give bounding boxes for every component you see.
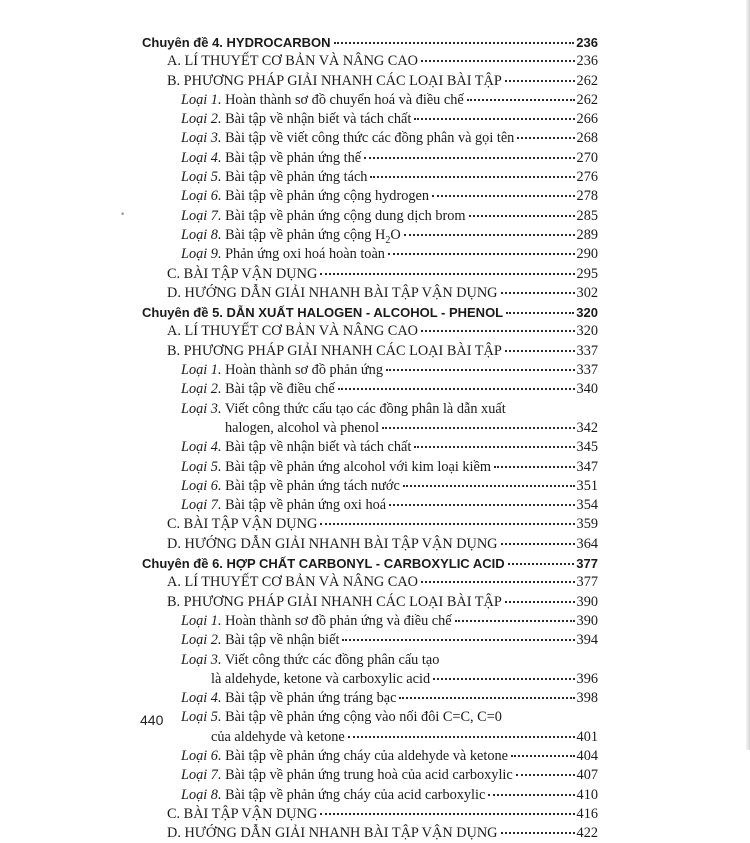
type-text: Bài tập về phản ứng alcohol với kim loại kiềm: [225, 458, 491, 475]
type-label: [181, 110, 413, 129]
type-number: Loại 3.: [181, 651, 222, 668]
section-label: [167, 322, 420, 341]
section-label-text: B. PHƯƠNG PHÁP GIẢI NHANH CÁC LOẠI BÀI TẬP: [167, 593, 502, 610]
type-text: Bài tập về điều chế: [225, 381, 335, 398]
section-page-number: 262: [576, 72, 598, 89]
type-page-number: 390: [576, 612, 598, 629]
toc-type-entry[interactable]: [137, 631, 598, 650]
dot-leader: [511, 745, 575, 757]
dot-leader: [348, 726, 575, 738]
type-text: Bài tập về viết công thức các đồng phân và gọi tên: [225, 130, 515, 147]
dot-leader: [432, 185, 575, 197]
type-label: [181, 631, 341, 650]
dot-leader: [342, 629, 574, 641]
section-label-text: D. HƯỚNG DẪN GIẢI NHANH BÀI TẬP VẬN DỤNG: [167, 284, 498, 301]
type-text: Bài tập về phản ứng thế: [225, 149, 362, 166]
dot-leader: [501, 822, 575, 834]
type-page-number: 266: [576, 111, 598, 128]
type-number: Loại 1.: [181, 91, 222, 108]
dot-leader: [421, 571, 575, 583]
type-number: Loại 7.: [181, 497, 222, 514]
type-text: Phản ứng oxi hoá hoàn toàn: [225, 246, 385, 263]
subscript: 2: [385, 234, 391, 246]
dot-leader: [505, 70, 575, 82]
type-number: Loại 7.: [181, 207, 222, 224]
type-page-number: 270: [576, 149, 598, 166]
type-text: Bài tập về nhận biết và tách chất: [225, 111, 412, 128]
section-label: [167, 284, 500, 303]
type-text: Bài tập về phản ứng cộng H: [225, 226, 386, 243]
type-page-number: 351: [576, 477, 598, 494]
type-label: [181, 168, 369, 187]
type-text: Viết công thức các đồng phân cấu tạo: [224, 651, 440, 668]
dot-leader: [421, 320, 575, 332]
section-label: [167, 515, 319, 534]
section-label-text: B. PHƯƠNG PHÁP GIẢI NHANH CÁC LOẠI BÀI TẬP: [167, 342, 502, 359]
dot-leader: [320, 513, 574, 525]
type-text: Viết công thức cấu tạo các đồng phân là dẫn xuất: [224, 400, 506, 417]
chapter-title-text: Chuyên đề 4. HYDROCARBON: [142, 35, 331, 50]
section-page-number: 320: [576, 323, 598, 340]
dot-leader: [320, 263, 574, 275]
type-label: [181, 380, 337, 399]
type-number: Loại 5.: [181, 169, 222, 186]
section-label-text: C. BÀI TẬP VẬN DỤNG: [167, 805, 318, 822]
type-page-number: 290: [576, 246, 598, 263]
type-page-number: 396: [576, 670, 598, 687]
type-text: Bài tập về phản ứng trung hoà của acid carboxylic: [225, 767, 513, 784]
type-continuation-text: của aldehyde và ketone: [211, 728, 345, 745]
section-label-text: B. PHƯƠNG PHÁP GIẢI NHANH CÁC LOẠI BÀI TẬP: [167, 72, 502, 89]
type-text: Bài tập về phản ứng oxi hoá: [225, 497, 387, 514]
type-number: Loại 6.: [181, 477, 222, 494]
section-label: [167, 535, 500, 554]
dot-leader: [414, 108, 574, 120]
type-label: [181, 477, 402, 496]
dot-leader: [501, 282, 575, 294]
type-number: Loại 9.: [181, 246, 222, 263]
type-page-number: 340: [576, 381, 598, 398]
type-page-number: 410: [576, 786, 598, 803]
section-label: [167, 573, 420, 592]
section-page-number: 359: [576, 516, 598, 533]
dot-leader: [421, 50, 575, 62]
type-text: Hoàn thành sơ đồ phản ứng và điều chế: [225, 612, 452, 629]
type-page-number: 404: [576, 747, 598, 764]
type-continuation-label: [211, 728, 347, 747]
type-continuation-text: halogen, alcohol và phenol: [225, 419, 380, 436]
type-page-number: 278: [576, 188, 598, 205]
type-number: Loại 3.: [181, 400, 222, 417]
type-number: Loại 7.: [181, 767, 222, 784]
chapter-page-number: 320: [576, 305, 598, 321]
dot-leader: [404, 224, 575, 236]
type-number: Loại 1.: [181, 612, 222, 629]
toc-section-entry[interactable]: [137, 535, 598, 554]
toc-type-entry[interactable]: [137, 689, 598, 708]
type-page-number: 285: [576, 207, 598, 224]
dot-leader: [501, 533, 575, 545]
type-page-number: 262: [576, 91, 598, 108]
page-edge-shadow: [746, 0, 750, 750]
type-number: Loại 4.: [181, 439, 222, 456]
type-page-number: 276: [576, 169, 598, 186]
section-label-text: A. LÍ THUYẾT CƠ BẢN VÀ NÂNG CAO: [167, 574, 418, 591]
toc-section-entry[interactable]: [137, 824, 598, 843]
chapter-title: [142, 33, 333, 52]
chapter-title-text: Chuyên đề 5. DẪN XUẤT HALOGEN - ALCOHOL - PHENOL: [142, 305, 504, 321]
type-number: Loại 4.: [181, 149, 222, 166]
type-text: Hoàn thành sơ đồ chuyển hoá và điều chế: [225, 91, 464, 108]
section-page-number: 422: [576, 825, 598, 842]
dot-leader: [508, 553, 575, 565]
dot-leader: [506, 302, 574, 314]
type-text: Bài tập về phản ứng tách nước: [225, 477, 400, 494]
type-number: Loại 6.: [181, 188, 222, 205]
section-label: [167, 265, 319, 284]
section-page-number: 377: [576, 574, 598, 591]
type-page-number: 337: [576, 362, 598, 379]
type-page-number: 268: [576, 130, 598, 147]
type-text: Hoàn thành sơ đồ phản ứng: [225, 362, 383, 379]
type-label: [181, 149, 363, 168]
dot-leader: [386, 359, 575, 371]
dot-leader: [467, 89, 575, 101]
section-page-number: 302: [576, 284, 598, 301]
type-page-number: 398: [576, 690, 598, 707]
type-text: Bài tập về phản ứng cộng hydrogen: [225, 188, 429, 205]
page-number: 440: [140, 712, 164, 728]
dot-leader: [488, 784, 574, 796]
chapter-page-number: 377: [576, 556, 598, 572]
type-text: Bài tập về phản ứng tráng bạc: [225, 690, 397, 707]
type-page-number: 401: [576, 728, 598, 745]
dot-leader: [389, 494, 574, 506]
type-text: Bài tập về nhận biết và tách chất: [225, 439, 412, 456]
dot-leader: [494, 456, 575, 468]
type-number: Loại 5.: [181, 709, 222, 726]
type-number: Loại 6.: [181, 747, 222, 764]
section-page-number: 295: [576, 265, 598, 282]
type-label: [181, 651, 441, 670]
dot-leader: [320, 803, 574, 815]
type-number: Loại 2.: [181, 381, 222, 398]
dot-leader: [414, 436, 574, 448]
dot-leader: [370, 166, 574, 178]
table-of-contents: [137, 33, 598, 843]
dot-leader: [364, 147, 574, 159]
type-text: Bài tập về nhận biết: [225, 632, 340, 649]
toc-type-entry[interactable]: [137, 380, 598, 399]
section-page-number: 364: [576, 535, 598, 552]
type-number: Loại 3.: [181, 130, 222, 147]
type-page-number: 345: [576, 439, 598, 456]
dot-leader: [403, 475, 575, 487]
type-number: Loại 2.: [181, 111, 222, 128]
dot-leader: [382, 417, 575, 429]
type-page-number: 407: [576, 767, 598, 784]
dot-leader: [338, 378, 575, 390]
chapter-page-number: 236: [576, 35, 598, 50]
section-label: [167, 52, 420, 71]
section-label: [167, 805, 319, 824]
section-label-text: A. LÍ THUYẾT CƠ BẢN VÀ NÂNG CAO: [167, 323, 418, 340]
type-text: Bài tập về phản ứng cháy của acid carboxylic: [225, 786, 486, 803]
dot-leader: [455, 610, 575, 622]
type-number: Loại 5.: [181, 458, 222, 475]
dot-leader: [517, 127, 574, 139]
dot-leader: [399, 687, 574, 699]
section-page-number: 236: [576, 53, 598, 70]
section-label-text: A. LÍ THUYẾT CƠ BẢN VÀ NÂNG CAO: [167, 53, 418, 70]
section-label: [167, 72, 504, 91]
dot-leader: [469, 205, 575, 217]
type-continuation-text: là aldehyde, ketone và carboxylic acid: [211, 670, 431, 687]
type-page-number: 342: [576, 419, 598, 436]
dot-leader: [516, 764, 575, 776]
section-page-number: 337: [576, 342, 598, 359]
section-label-text: D. HƯỚNG DẪN GIẢI NHANH BÀI TẬP VẬN DỤNG: [167, 535, 498, 552]
type-number: Loại 1.: [181, 362, 222, 379]
chapter-title-text: Chuyên đề 6. HỢP CHẤT CARBONYL - CARBOXYLIC ACID: [142, 556, 505, 572]
dot-leader: [388, 243, 575, 255]
type-number: Loại 2.: [181, 632, 222, 649]
type-text: Bài tập về phản ứng cộng dung dịch brom: [225, 207, 466, 224]
section-label-text: D. HƯỚNG DẪN GIẢI NHANH BÀI TẬP VẬN DỤNG: [167, 825, 498, 842]
section-page-number: 390: [576, 593, 598, 610]
type-number: Loại 8.: [181, 786, 222, 803]
type-page-number: 347: [576, 458, 598, 475]
type-label: [181, 689, 398, 708]
dot-leader: [334, 32, 575, 44]
type-text: Bài tập về phản ứng cộng vào nối đôi C=C, C=0: [225, 709, 502, 726]
print-speck-mark: •: [120, 210, 126, 220]
section-label: [167, 593, 504, 612]
type-text: Bài tập về phản ứng tách: [225, 169, 368, 186]
dot-leader: [505, 591, 575, 603]
section-label: [167, 824, 500, 843]
toc-section-entry[interactable]: [137, 284, 598, 303]
type-number: Loại 8.: [181, 226, 222, 243]
type-label: [181, 438, 413, 457]
type-page-number: 354: [576, 497, 598, 514]
type-label: [181, 187, 431, 206]
type-page-number: 394: [576, 632, 598, 649]
dot-leader: [505, 340, 575, 352]
section-label-text: C. BÀI TẬP VẬN DỤNG: [167, 516, 318, 533]
section-label-text: C. BÀI TẬP VẬN DỤNG: [167, 265, 318, 282]
section-page-number: 416: [576, 805, 598, 822]
type-label: [181, 766, 515, 785]
type-continuation-label: [225, 419, 381, 438]
type-text: Bài tập về phản ứng cháy của aldehyde và ketone: [225, 747, 508, 764]
type-text-tail: O: [390, 226, 401, 243]
dot-leader: [433, 668, 574, 680]
type-number: Loại 4.: [181, 690, 222, 707]
type-page-number: 289: [576, 226, 598, 243]
